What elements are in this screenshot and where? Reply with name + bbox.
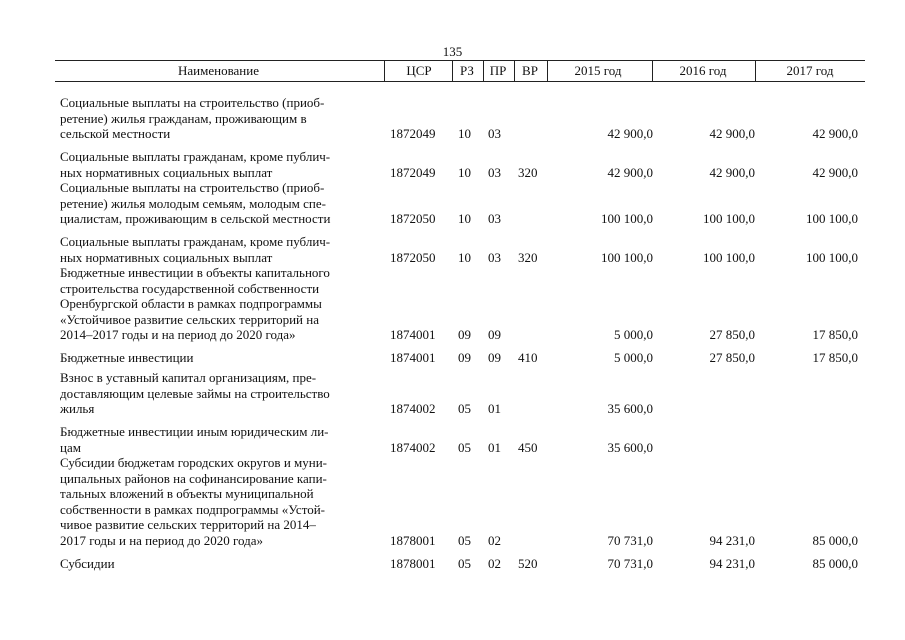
row-value-2015: 100 100,0: [601, 249, 653, 265]
row-csr: 1872050: [390, 249, 436, 265]
table-row: [0, 180, 905, 227]
row-name-line: доставляющим целевые займы на строительство: [60, 385, 330, 401]
row-name: [60, 424, 380, 455]
row-value-2016: 42 900,0: [709, 164, 755, 180]
row-value-2015: 70 731,0: [607, 532, 653, 548]
row-csr: 1878001: [390, 532, 436, 548]
row-value-2015: 35 600,0: [607, 401, 653, 416]
row-pr: 03: [488, 211, 501, 226]
table-header: [55, 60, 865, 82]
row-rz: 10: [458, 126, 471, 141]
row-name-line: Социальные выплаты на строительство (приоб-: [60, 95, 325, 110]
table-row: [0, 95, 905, 142]
row-name-line: 2017 годы и на период до 2020 года»: [60, 532, 263, 548]
row-name-line: Субсидии бюджетам городских округов и муни-: [60, 455, 328, 470]
row-name-line: ципальных районов на софинансирование капи-: [60, 470, 327, 486]
row-value-2017: 85 000,0: [812, 532, 858, 548]
row-value-2016: 27 850,0: [709, 327, 755, 342]
header-rz: РЗ: [460, 63, 474, 78]
row-name: [60, 455, 380, 548]
row-pr: 02: [488, 532, 501, 548]
header-vr: ВР: [522, 63, 538, 78]
row-pr: 03: [488, 249, 501, 265]
header-pr: ПР: [489, 63, 507, 78]
row-value-2016: 100 100,0: [703, 249, 755, 265]
row-name-line: ных нормативных социальных выплат: [60, 249, 273, 265]
row-value-2015: 100 100,0: [601, 211, 653, 226]
row-name-line: ных нормативных социальных выплат: [60, 164, 273, 180]
header-csr: ЦСР: [406, 63, 432, 78]
row-vr: 320: [518, 164, 538, 180]
row-name-line: Бюджетные инвестиции в объекты капитального: [60, 265, 330, 280]
row-name-line: тальных вложений в объекты муниципальной: [60, 486, 314, 501]
row-name-line: Взнос в уставный капитал организациям, пре-: [60, 370, 317, 385]
row-rz: 10: [458, 249, 471, 265]
row-vr: 450: [518, 439, 538, 455]
row-pr: 09: [488, 350, 501, 365]
table-row: [0, 556, 905, 572]
row-value-2016: 42 900,0: [709, 126, 755, 141]
row-name-line: ретение) жилья молодым семьям, молодым спе-: [60, 195, 326, 211]
row-value-2016: 100 100,0: [703, 211, 755, 226]
table-row: [0, 424, 905, 455]
row-pr: 03: [488, 164, 501, 180]
row-value-2015: 5 000,0: [614, 350, 653, 365]
row-pr: 01: [488, 401, 501, 416]
table-row: [0, 234, 905, 265]
row-rz: 10: [458, 164, 471, 180]
row-rz: 05: [458, 439, 471, 455]
row-value-2017: 85 000,0: [812, 556, 858, 571]
row-value-2017: 42 900,0: [812, 164, 858, 180]
row-name: [60, 180, 380, 227]
table-row: [0, 265, 905, 343]
row-csr: 1878001: [390, 556, 436, 571]
header-divider: [384, 61, 385, 81]
row-name: [60, 556, 380, 572]
row-name-line: циалистам, проживающим в сельской местности: [60, 211, 331, 226]
row-name-line: Бюджетные инвестиции иным юридическим ли-: [60, 424, 329, 439]
row-value-2015: 70 731,0: [607, 556, 653, 571]
header-2016: 2016 год: [679, 63, 727, 78]
row-name-line: Социальные выплаты гражданам, кроме публич-: [60, 234, 331, 249]
table-row: [0, 370, 905, 417]
row-name-line: 2014–2017 годы и на период до 2020 года»: [60, 327, 296, 342]
header-2017: 2017 год: [786, 63, 834, 78]
row-name-line: Оренбургской области в рамках подпрограммы: [60, 296, 322, 311]
row-name: [60, 234, 380, 265]
row-csr: 1872050: [390, 211, 436, 226]
row-name-line: строительства государственной собственности: [60, 280, 320, 296]
header-name: Наименование: [178, 63, 259, 78]
row-name-line: чивое развитие сельских территорий на 2014–: [60, 517, 316, 532]
row-name: [60, 370, 380, 417]
row-csr: 1872049: [390, 164, 436, 180]
row-value-2015: 5 000,0: [614, 327, 653, 342]
page-number: 135: [442, 44, 463, 59]
row-value-2015: 42 900,0: [607, 126, 653, 141]
row-rz: 05: [458, 401, 471, 416]
row-name-line: Субсидии: [60, 556, 115, 571]
header-2015: 2015 год: [574, 63, 622, 78]
row-rz: 05: [458, 532, 471, 548]
row-name-line: цам: [60, 439, 81, 455]
row-value-2015: 42 900,0: [607, 164, 653, 180]
row-csr: 1872049: [390, 126, 436, 141]
row-vr: 320: [518, 249, 538, 265]
row-csr: 1874001: [390, 350, 436, 365]
row-csr: 1874001: [390, 327, 436, 342]
row-pr: 09: [488, 327, 501, 342]
row-value-2016: 94 231,0: [709, 556, 755, 571]
row-vr: 520: [518, 556, 538, 571]
table-row: [0, 455, 905, 548]
row-value-2015: 35 600,0: [607, 439, 653, 455]
row-name: [60, 265, 380, 343]
row-value-2017: 17 850,0: [812, 350, 858, 365]
row-rz: 09: [458, 350, 471, 365]
row-name-line: Социальные выплаты на строительство (приоб-: [60, 180, 325, 195]
row-name-line: сельской местности: [60, 126, 171, 141]
row-pr: 02: [488, 556, 501, 571]
row-rz: 05: [458, 556, 471, 571]
row-csr: 1874002: [390, 401, 436, 416]
row-rz: 10: [458, 211, 471, 226]
row-value-2016: 94 231,0: [709, 532, 755, 548]
row-name-line: собственности в рамках подпрограммы «Устой-: [60, 501, 325, 517]
row-value-2016: 27 850,0: [709, 350, 755, 365]
table-row: [0, 149, 905, 180]
row-name-line: Бюджетные инвестиции: [60, 350, 194, 365]
table-row: [0, 350, 905, 366]
row-vr: 410: [518, 350, 538, 365]
row-name: [60, 95, 380, 142]
row-value-2017: 100 100,0: [806, 249, 858, 265]
row-value-2017: 100 100,0: [806, 211, 858, 226]
row-name-line: «Устойчивое развитие сельских территорий на: [60, 311, 319, 327]
row-name-line: ретение) жилья гражданам, проживающим в: [60, 110, 307, 126]
row-csr: 1874002: [390, 439, 436, 455]
row-name: [60, 149, 380, 180]
row-rz: 09: [458, 327, 471, 342]
row-name: [60, 350, 380, 366]
row-name-line: Социальные выплаты гражданам, кроме публич-: [60, 149, 331, 164]
row-name-line: жилья: [60, 401, 95, 416]
row-value-2017: 42 900,0: [812, 126, 858, 141]
row-value-2017: 17 850,0: [812, 327, 858, 342]
row-pr: 01: [488, 439, 501, 455]
row-pr: 03: [488, 126, 501, 141]
